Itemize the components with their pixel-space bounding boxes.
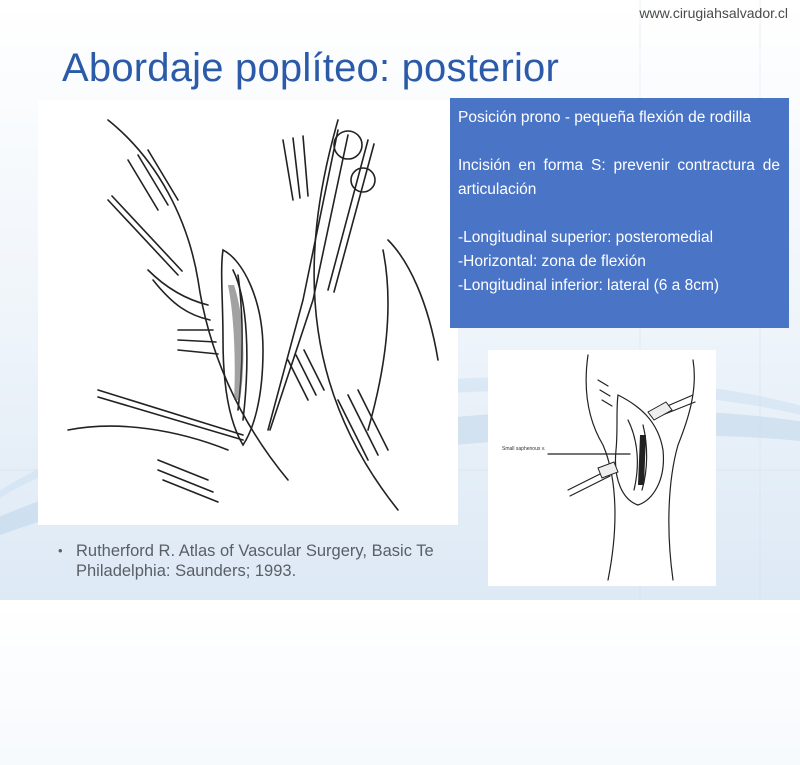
small-saphenous-label: Small saphenous v. xyxy=(502,446,546,452)
info-bullet-horizontal: -Horizontal: zona de flexión xyxy=(458,253,646,270)
website-url: www.cirugiahsalvador.cl xyxy=(639,5,788,21)
surgical-illustration-small xyxy=(488,350,716,586)
info-incision-text: Incisión en forma S: prevenir contractura de articulación xyxy=(458,157,780,198)
info-bullet-superior: -Longitudinal superior: posteromedial xyxy=(458,229,714,246)
info-box xyxy=(450,98,789,328)
info-bullet-inferior: -Longitudinal inferior: lateral (6 a 8cm) xyxy=(458,277,720,294)
citation-line-2: Philadelphia: Saunders; 1993. xyxy=(76,562,297,580)
citation-line-1: Rutherford R. Atlas of Vascular Surgery, Basic Te xyxy=(76,542,434,560)
info-position-text: Posición prono - pequeña flexión de rodilla xyxy=(458,109,751,126)
citation-bullet: • xyxy=(58,543,63,558)
citation xyxy=(58,541,488,581)
surgical-illustration-main xyxy=(38,100,458,525)
slide-title: Abordaje poplíteo: posterior xyxy=(62,46,560,90)
